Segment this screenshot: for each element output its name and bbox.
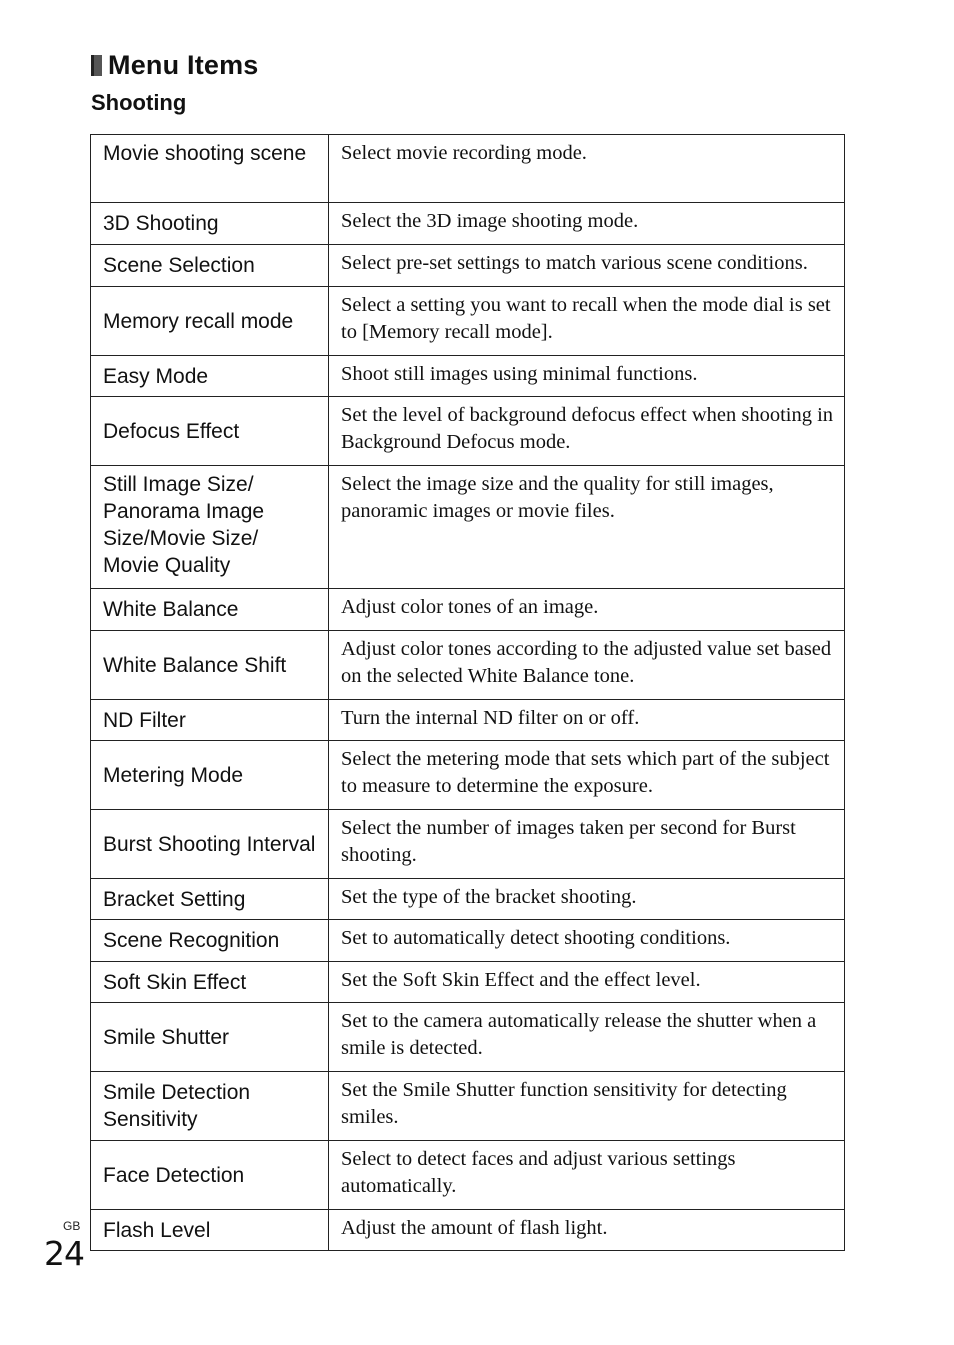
section-title: Menu Items: [108, 49, 259, 80]
menu-item-name: Defocus Effect: [91, 397, 329, 466]
menu-item-description: Adjust color tones of an image.: [329, 589, 845, 631]
menu-item-name: Bracket Setting: [91, 879, 329, 920]
menu-item-description: Select the number of images taken per second for Burst shooting.: [329, 810, 845, 879]
menu-item-description: Select to detect faces and adjust various settings automatically.: [329, 1141, 845, 1210]
table-row: [91, 1141, 845, 1210]
menu-item-name: Scene Selection: [91, 245, 329, 287]
menu-item-description: Select a setting you want to recall when the mode dial is set to [Memory recall mode].: [329, 287, 845, 356]
menu-item-name: Face Detection: [91, 1141, 329, 1210]
table-row: [91, 287, 845, 356]
menu-item-name: Smile Detection Sensitivity: [91, 1072, 329, 1141]
menu-item-description: Set the Soft Skin Effect and the effect level.: [329, 962, 845, 1003]
menu-item-name: Burst Shooting Interval: [91, 810, 329, 879]
table-row: [91, 700, 845, 741]
table-row: [91, 203, 845, 245]
table-row: [91, 962, 845, 1003]
table-row: [91, 741, 845, 810]
menu-item-description: Adjust the amount of flash light.: [329, 1210, 845, 1251]
menu-items-table-body: [91, 135, 845, 1251]
page-number: 24: [44, 1234, 84, 1273]
menu-item-name: Flash Level: [91, 1210, 329, 1251]
table-row: [91, 356, 845, 397]
table-row: [91, 589, 845, 631]
table-row: [91, 245, 845, 287]
menu-item-description: Set the Smile Shutter function sensitivity for detecting smiles.: [329, 1072, 845, 1141]
section-subtitle: Shooting: [91, 90, 187, 115]
menu-item-name: Soft Skin Effect: [91, 962, 329, 1003]
menu-item-name: Still Image Size/ Panorama Image Size/Movie Size/ Movie Quality: [91, 466, 329, 589]
menu-item-name: Movie shooting scene: [91, 135, 329, 203]
menu-item-name: White Balance: [91, 589, 329, 631]
table-row: [91, 1210, 845, 1251]
menu-item-description: Turn the internal ND filter on or off.: [329, 700, 845, 741]
menu-item-description: Select the 3D image shooting mode.: [329, 203, 845, 245]
menu-item-name: 3D Shooting: [91, 203, 329, 245]
table-row: [91, 135, 845, 203]
menu-items-table: [90, 134, 845, 1251]
menu-item-description: Shoot still images using minimal functions.: [329, 356, 845, 397]
section-marker-icon: [91, 55, 102, 76]
menu-item-description: Set to the camera automatically release the shutter when a smile is detected.: [329, 1003, 845, 1072]
menu-item-description: Select pre-set settings to match various scene conditions.: [329, 245, 845, 287]
table-row: [91, 397, 845, 466]
menu-item-name: Smile Shutter: [91, 1003, 329, 1072]
table-row: [91, 1003, 845, 1072]
menu-item-description: Select movie recording mode.: [329, 135, 845, 203]
menu-item-description: Set the type of the bracket shooting.: [329, 879, 845, 920]
table-row: [91, 631, 845, 700]
menu-item-name: ND Filter: [91, 700, 329, 741]
menu-item-description: Select the image size and the quality for still images, panoramic images or movie files.: [329, 466, 845, 589]
menu-item-name: Easy Mode: [91, 356, 329, 397]
menu-item-description: Set the level of background defocus effect when shooting in Background Defocus mode.: [329, 397, 845, 466]
section-heading: [91, 47, 259, 83]
table-row: [91, 466, 845, 589]
table-row: [91, 879, 845, 920]
table-row: [91, 1072, 845, 1141]
menu-item-name: White Balance Shift: [91, 631, 329, 700]
region-code: GB: [63, 1219, 81, 1233]
table-row: [91, 810, 845, 879]
menu-item-description: Select the metering mode that sets which part of the subject to measure to determine the exposure.: [329, 741, 845, 810]
menu-item-description: Set to automatically detect shooting conditions.: [329, 920, 845, 962]
table-row: [91, 920, 845, 962]
menu-item-name: Memory recall mode: [91, 287, 329, 356]
menu-item-name: Scene Recognition: [91, 920, 329, 962]
menu-item-name: Metering Mode: [91, 741, 329, 810]
menu-item-description: Adjust color tones according to the adjusted value set based on the selected White Balance tone.: [329, 631, 845, 700]
